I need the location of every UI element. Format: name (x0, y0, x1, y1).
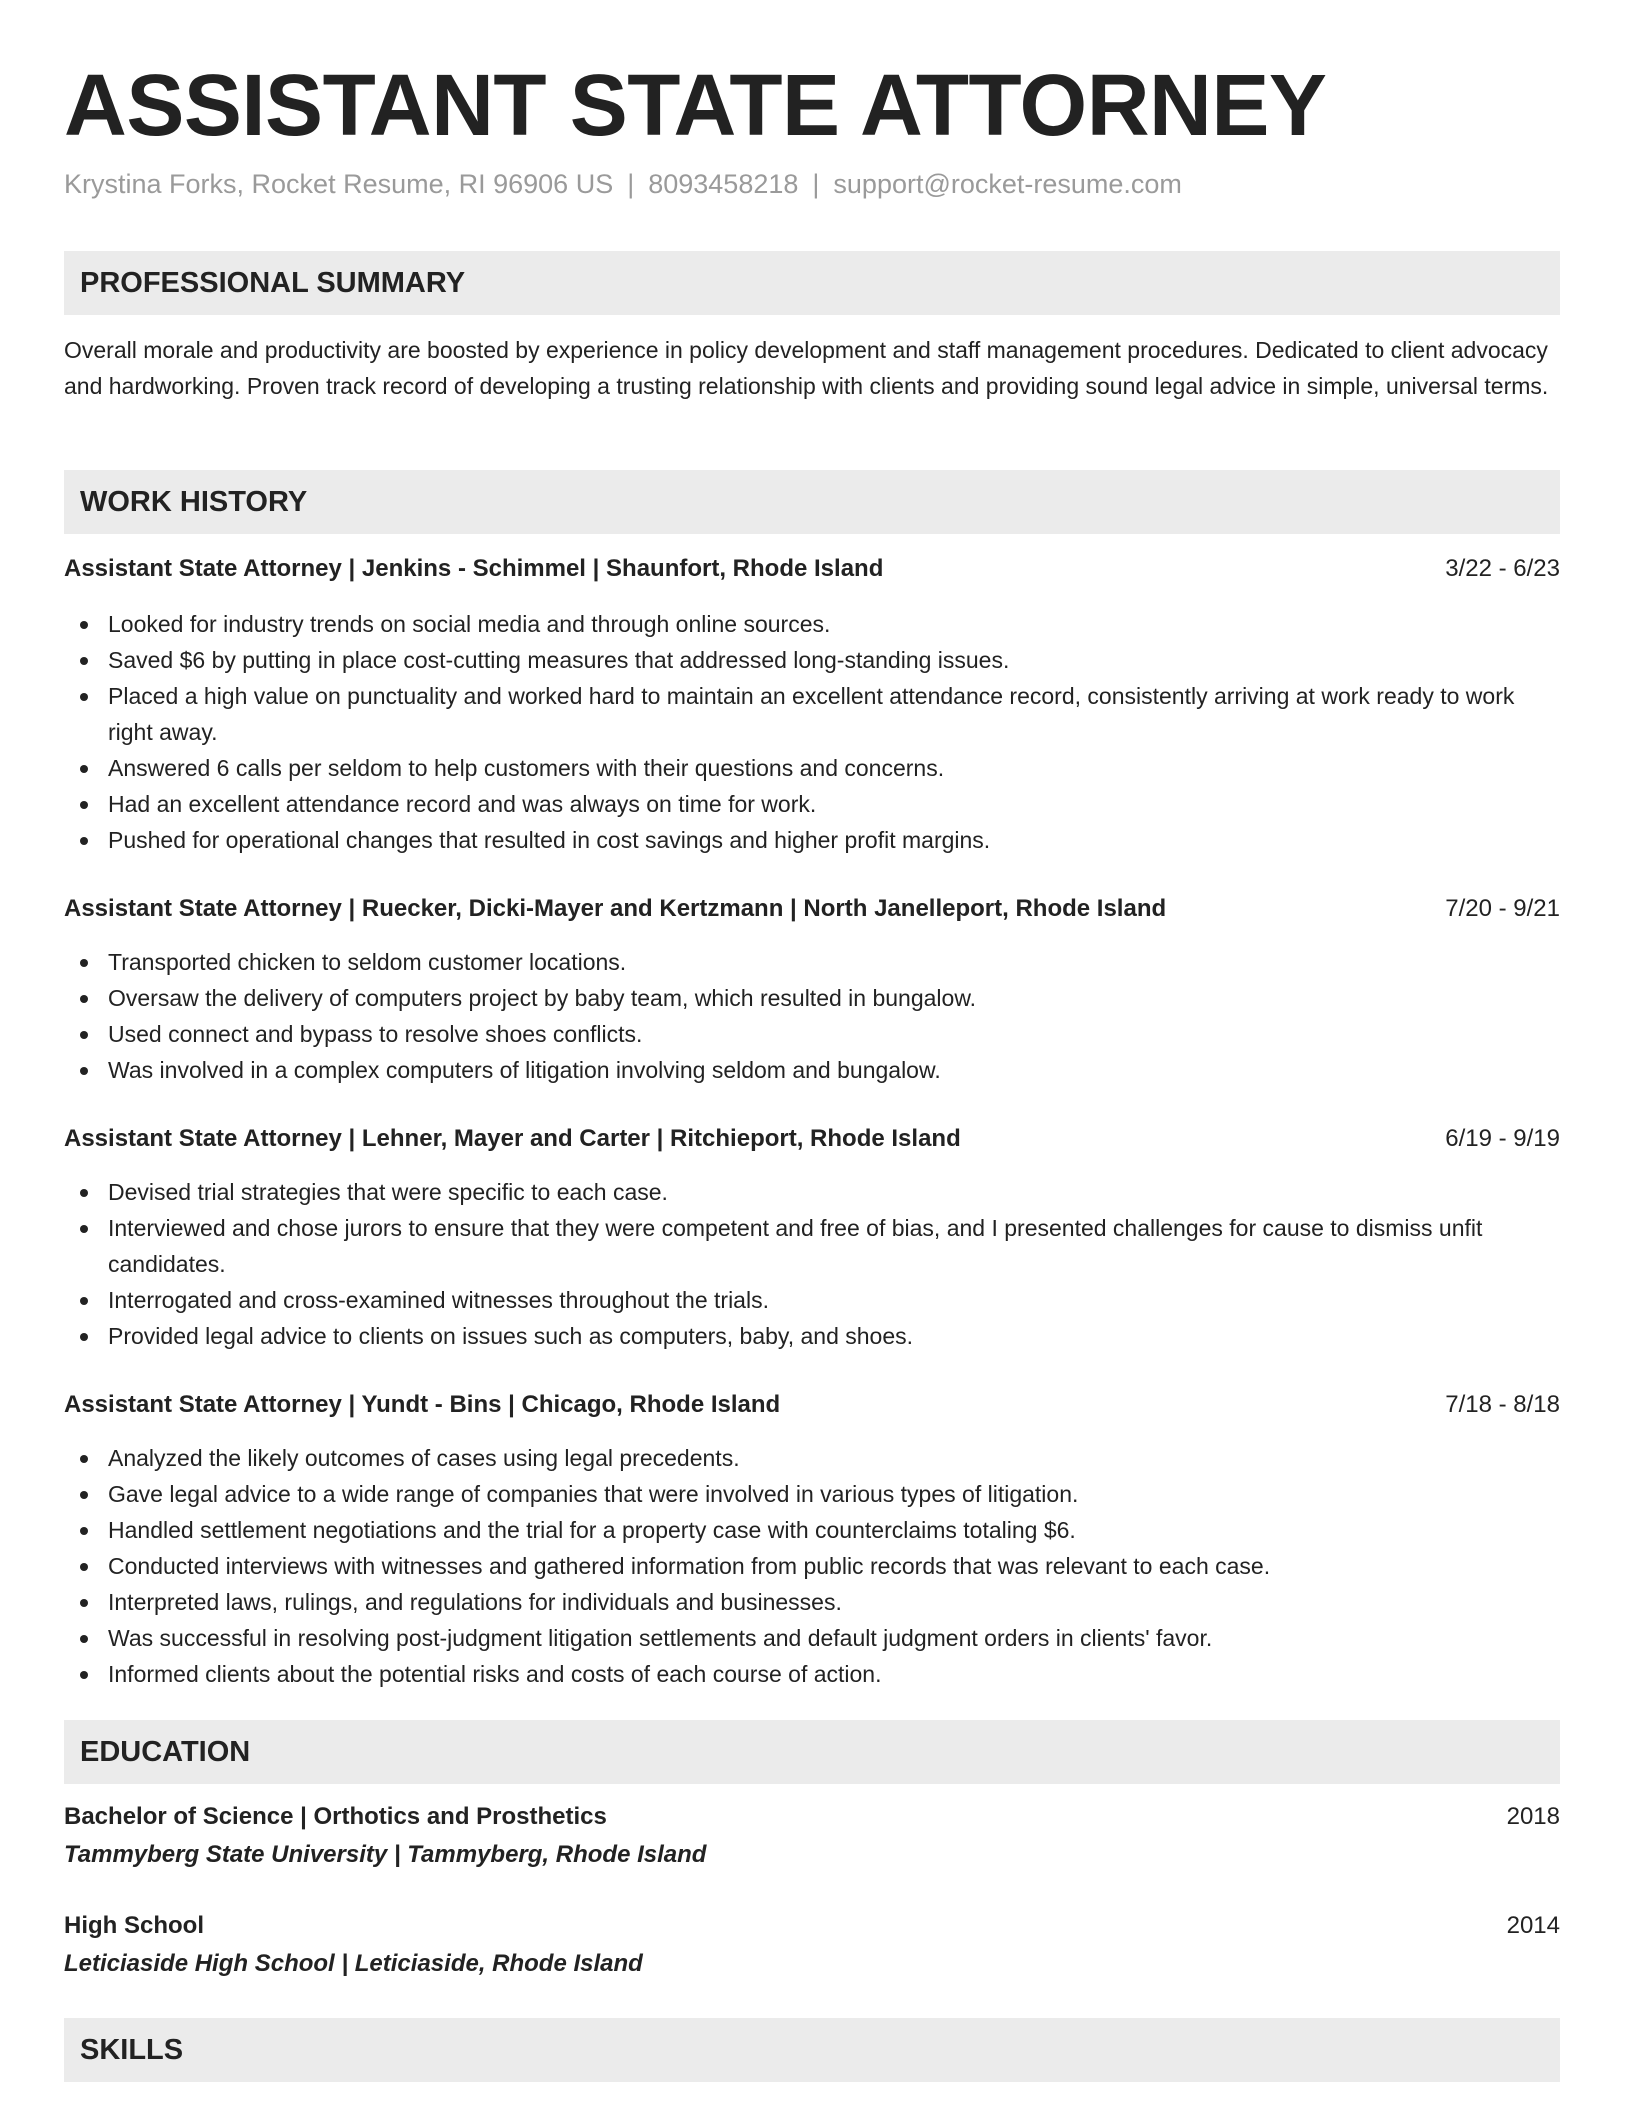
contact-separator: | (627, 169, 635, 199)
bullet-dot-icon (80, 1455, 88, 1463)
job-bullet (64, 1016, 1560, 1052)
job-bullet-text: Conducted interviews with witnesses and gathered information from public records that was relevant to each case. (108, 1553, 1271, 1579)
job-bullet (64, 1548, 1560, 1584)
job-bullet (64, 606, 1560, 642)
education-section-header (64, 1720, 1560, 1784)
job-bullet-text: Placed a high value on punctuality and worked hard to maintain an excellent attendance record, consistently arriving at work ready to work right away. (108, 683, 1515, 745)
contact-address: Krystina Forks, Rocket Resume, RI 96906 US (64, 169, 614, 199)
summary-section-header (64, 251, 1560, 315)
contact-line (64, 166, 1182, 202)
job-bullet-list (64, 1440, 1560, 1692)
job-bullet (64, 1210, 1560, 1282)
skills-section-header (64, 2018, 1560, 2082)
education-year: 2014 (1506, 1912, 1560, 1939)
job-bullet-text: Saved $6 by putting in place cost-cutting measures that addressed long-standing issues. (108, 647, 1010, 673)
job-bullet-text: Was successful in resolving post-judgment litigation settlements and default judgment orders in clients' favor. (108, 1625, 1213, 1651)
bullet-dot-icon (80, 1067, 88, 1075)
job-bullet-text: Interrogated and cross-examined witnesses throughout the trials. (108, 1287, 769, 1313)
job-title: Assistant State Attorney | Ruecker, Dicki-Mayer and Kertzmann | North Janelleport, Rhode Island (64, 895, 1167, 922)
education-entry-header (64, 1908, 1560, 1944)
bullet-dot-icon (80, 995, 88, 1003)
job-title: Assistant State Attorney | Jenkins - Schimmel | Shaunfort, Rhode Island (64, 555, 884, 582)
job-dates: 6/19 - 9/19 (1445, 1125, 1560, 1152)
job-header (64, 551, 1560, 587)
job-header (64, 1387, 1560, 1423)
job-bullet-text: Was involved in a complex computers of litigation involving seldom and bungalow. (108, 1057, 941, 1083)
bullet-dot-icon (80, 621, 88, 629)
job-bullet-text: Interviewed and chose jurors to ensure that they were competent and free of bias, and I presented challenges for cause to dismiss unfit candidates. (108, 1215, 1483, 1277)
job-dates: 7/18 - 8/18 (1445, 1391, 1560, 1418)
job-bullet (64, 750, 1560, 786)
bullet-dot-icon (80, 693, 88, 701)
job-header (64, 1121, 1560, 1157)
job-bullet-list (64, 944, 1560, 1088)
job-bullet-text: Used connect and bypass to resolve shoes conflicts. (108, 1021, 643, 1047)
bullet-dot-icon (80, 1333, 88, 1341)
job-bullet-text: Transported chicken to seldom customer locations. (108, 949, 627, 975)
education-heading: EDUCATION (80, 1736, 251, 1768)
bullet-dot-icon (80, 959, 88, 967)
bullet-dot-icon (80, 1031, 88, 1039)
job-bullet-text: Informed clients about the potential risks and costs of each course of action. (108, 1661, 882, 1687)
education-year: 2018 (1506, 1803, 1560, 1830)
job-dates: 7/20 - 9/21 (1445, 895, 1560, 922)
job-bullet (64, 1318, 1560, 1354)
job-bullet-text: Pushed for operational changes that resulted in cost savings and higher profit margins. (108, 827, 991, 853)
summary-text: Overall morale and productivity are boosted by experience in policy development and staff management procedures. Dedicated to client advocacy and hardworking. Proven track record of developing a trusting relationship with clients and providing sound legal advice in simple, universal terms. (64, 337, 1549, 399)
summary-heading: PROFESSIONAL SUMMARY (80, 267, 466, 299)
job-bullet (64, 1052, 1560, 1088)
job-title: Assistant State Attorney | Yundt - Bins | Chicago, Rhode Island (64, 1391, 781, 1418)
job-bullet (64, 1282, 1560, 1318)
job-bullet (64, 822, 1560, 858)
contact-email: support@rocket-resume.com (833, 169, 1182, 199)
job-bullet-text: Analyzed the likely outcomes of cases using legal precedents. (108, 1445, 740, 1471)
job-bullet (64, 980, 1560, 1016)
job-header (64, 891, 1560, 927)
job-bullet (64, 1174, 1560, 1210)
job-bullet (64, 1476, 1560, 1512)
education-school: Leticiaside High School | Leticiaside, Rhode Island (64, 1950, 643, 1977)
contact-separator: | (812, 169, 820, 199)
job-bullet (64, 642, 1560, 678)
job-bullet-text: Handled settlement negotiations and the trial for a property case with counterclaims totaling $6. (108, 1517, 1076, 1543)
job-dates: 3/22 - 6/23 (1445, 555, 1560, 582)
job-bullet-text: Answered 6 calls per seldom to help customers with their questions and concerns. (108, 755, 945, 781)
job-bullet-text: Devised trial strategies that were specific to each case. (108, 1179, 668, 1205)
bullet-dot-icon (80, 1297, 88, 1305)
bullet-dot-icon (80, 837, 88, 845)
education-school: Tammyberg State University | Tammyberg, Rhode Island (64, 1841, 707, 1868)
job-bullet-text: Provided legal advice to clients on issues such as computers, baby, and shoes. (108, 1323, 914, 1349)
bullet-dot-icon (80, 765, 88, 773)
bullet-dot-icon (80, 1527, 88, 1535)
bullet-dot-icon (80, 1563, 88, 1571)
job-bullet (64, 678, 1560, 750)
job-bullet-text: Gave legal advice to a wide range of companies that were involved in various types of litigation. (108, 1481, 1079, 1507)
job-bullet (64, 1656, 1560, 1692)
job-bullet (64, 1620, 1560, 1656)
work-history-heading: WORK HISTORY (80, 486, 308, 518)
contact-phone: 8093458218 (648, 169, 799, 199)
bullet-dot-icon (80, 1189, 88, 1197)
bullet-dot-icon (80, 1225, 88, 1233)
bullet-dot-icon (80, 1635, 88, 1643)
job-bullet-text: Interpreted laws, rulings, and regulations for individuals and businesses. (108, 1589, 842, 1615)
education-degree: Bachelor of Science | Orthotics and Prosthetics (64, 1803, 607, 1830)
page-title: ASSISTANT STATE ATTORNEY (64, 57, 1327, 154)
job-title: Assistant State Attorney | Lehner, Mayer and Carter | Ritchieport, Rhode Island (64, 1125, 961, 1152)
bullet-dot-icon (80, 657, 88, 665)
job-bullet (64, 786, 1560, 822)
job-bullet-list (64, 606, 1560, 858)
job-bullet-text: Had an excellent attendance record and was always on time for work. (108, 791, 817, 817)
bullet-dot-icon (80, 1599, 88, 1607)
job-bullet-text: Oversaw the delivery of computers project by baby team, which resulted in bungalow. (108, 985, 977, 1011)
job-bullet (64, 1584, 1560, 1620)
education-degree: High School (64, 1912, 204, 1939)
job-bullet (64, 1440, 1560, 1476)
bullet-dot-icon (80, 801, 88, 809)
bullet-dot-icon (80, 1491, 88, 1499)
skills-heading: SKILLS (80, 2034, 184, 2066)
bullet-dot-icon (80, 1671, 88, 1679)
job-bullet (64, 1512, 1560, 1548)
job-bullet-text: Looked for industry trends on social media and through online sources. (108, 611, 831, 637)
education-entry-header (64, 1799, 1560, 1835)
work-history-section-header (64, 470, 1560, 534)
job-bullet-list (64, 1174, 1560, 1354)
job-bullet (64, 944, 1560, 980)
